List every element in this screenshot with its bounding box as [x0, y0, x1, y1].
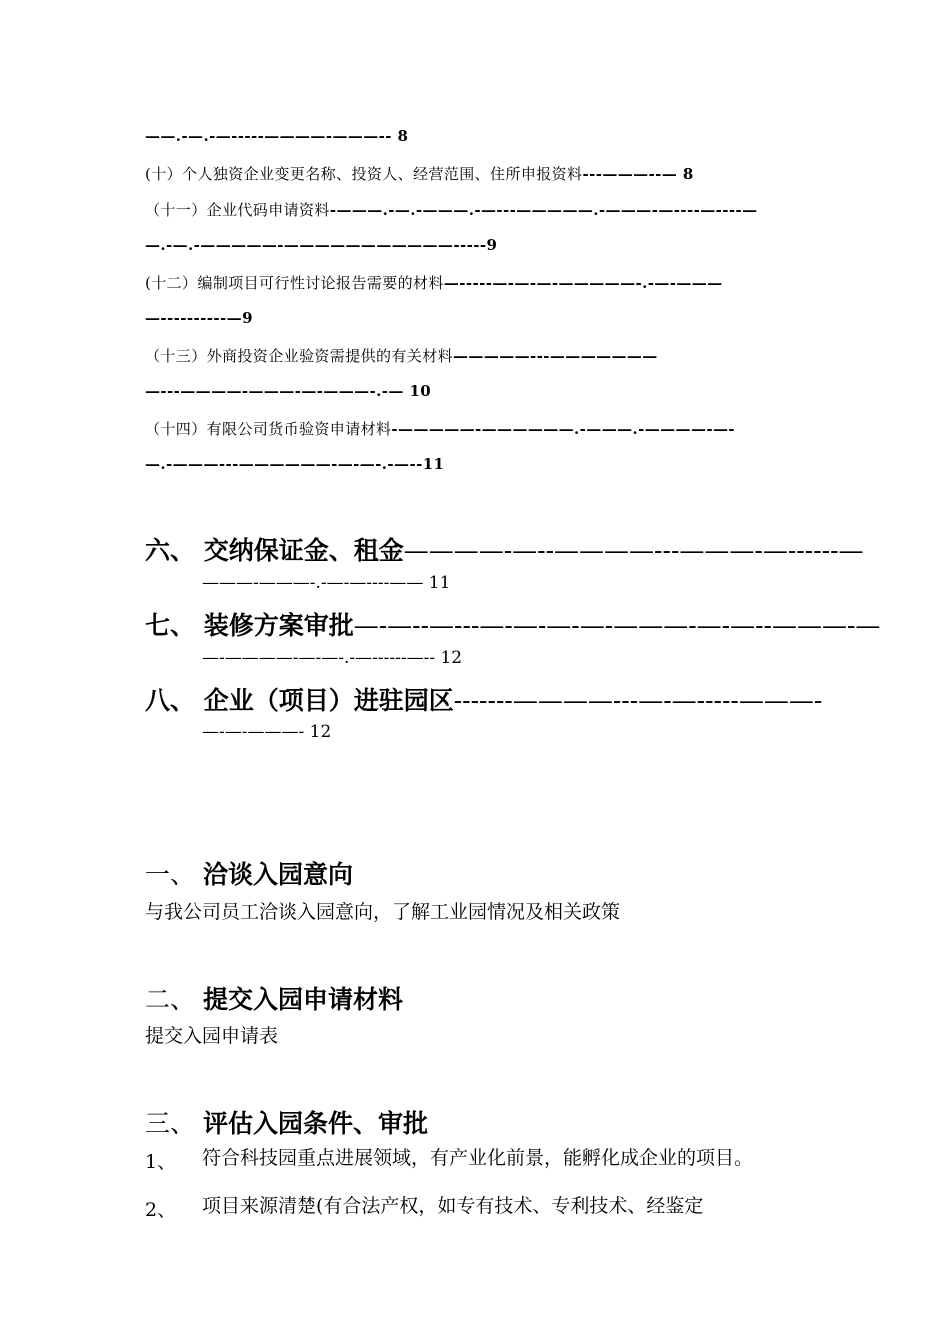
toc-fill: —----------— — [145, 309, 243, 327]
toc-fill: —.-—.-—————-———————————----- — [145, 236, 487, 254]
toc-item-13[interactable] — [145, 345, 658, 366]
toc-fill: —-————-—-—-.-—------—-- — [202, 648, 436, 668]
toc-page-number: 11 — [428, 573, 451, 593]
toc-item-12[interactable] — [145, 272, 723, 293]
toc-page-number: 9 — [242, 309, 253, 327]
section-title: 评估入园条件、审批 — [203, 1109, 429, 1138]
toc-chapter-label: 六、 交纳保证金、租金 — [145, 536, 404, 565]
toc-fill: —.-———---——————-—-—-.-—-- — [145, 455, 423, 473]
toc-fill: —-----—-—-—-—————-.-—-——— — [443, 274, 723, 292]
toc-chapter-8[interactable] — [145, 681, 822, 717]
list-item-text: 项目来源清楚(有合法产权，如专有技术、专利技术、经鉴定 — [202, 1195, 704, 1217]
toc-item-label: （十四）有限公司货币验资申请材料 — [145, 420, 392, 438]
section-title: 提交入园申请材料 — [203, 985, 404, 1014]
toc-line-continuation — [145, 127, 408, 145]
toc-fill: —-—--—---—-—-—-—-———-—-—--———-— — [353, 611, 881, 640]
toc-chapter-7[interactable] — [145, 606, 880, 642]
section-heading-3 — [145, 1104, 428, 1140]
toc-item-label: (十二）编制项目可行性讨论报告需要的材料 — [145, 274, 444, 292]
toc-fill: ————-—--————---———-—------— — [403, 536, 864, 565]
toc-page-number: 10 — [409, 382, 432, 400]
list-item-text: 符合科技园重点进展领域，有产业化前景，能孵化成企业的项目。 — [202, 1147, 754, 1169]
toc-item-12-cont — [145, 309, 253, 327]
toc-fill: -—————-——————.-———.-————-—- — [391, 420, 736, 438]
toc-fill: -———.-—.-———.-—---—————.-———-—----—----— — [329, 201, 758, 219]
section-body-1: 与我公司员工洽谈入园意向，了解工业园情况及相关政策 — [145, 901, 621, 923]
toc-fill: —————---——————— — [453, 347, 658, 365]
toc-item-label: （十三）外商投资企业验资需提供的有关材料 — [145, 347, 454, 365]
toc-chapter-6[interactable] — [145, 531, 864, 567]
toc-item-label: （十一）企业代码申请资料 — [145, 201, 330, 219]
toc-page-number: 12 — [440, 648, 463, 668]
section-body-2: 提交入园申请表 — [145, 1025, 279, 1047]
section-heading-1 — [145, 855, 353, 891]
list-item-number: 2、 — [145, 1199, 177, 1221]
toc-fill: -------————---—-—-----———- — [453, 686, 823, 715]
toc-chapter-6-cont — [202, 573, 450, 593]
toc-chapter-label: 七、 装修方案审批 — [145, 611, 354, 640]
toc-fill: —---————-———-—-———-.-— — [145, 382, 410, 400]
toc-page-number: 12 — [309, 722, 332, 742]
toc-item-11[interactable] — [145, 199, 758, 220]
toc-item-14-cont — [145, 455, 444, 473]
section-heading-2 — [145, 980, 403, 1016]
toc-item-11-cont — [145, 236, 497, 254]
section-title: 洽谈入园意向 — [203, 860, 354, 889]
toc-item-13-cont — [145, 382, 431, 400]
toc-item-14[interactable] — [145, 418, 735, 439]
toc-chapter-7-cont — [202, 648, 462, 668]
section-index: 一、 — [145, 860, 196, 889]
toc-fill: —-—-———- — [202, 722, 305, 742]
toc-fill: ---———--— — [582, 165, 683, 183]
list-item-number: 1、 — [145, 1151, 177, 1173]
toc-fill: ———-———-.-—-—----—— — [202, 573, 424, 593]
section-index: 二、 — [145, 985, 196, 1014]
toc-chapter-8-cont — [202, 722, 331, 742]
toc-item-10[interactable] — [145, 163, 694, 184]
toc-item-label: (十）个人独资企业变更名称、投资人、经营范围、住所申报资料 — [145, 165, 583, 183]
toc-page-number: 9 — [486, 236, 498, 254]
toc-chapter-label: 八、 企业（项目）进驻园区 — [145, 686, 454, 715]
section-index: 三、 — [145, 1109, 196, 1138]
toc-page-number: 8 — [682, 165, 694, 183]
toc-fill: ——.-—.-—-----————-———-- 8 — [145, 127, 409, 145]
toc-page-number: 11 — [422, 455, 445, 473]
